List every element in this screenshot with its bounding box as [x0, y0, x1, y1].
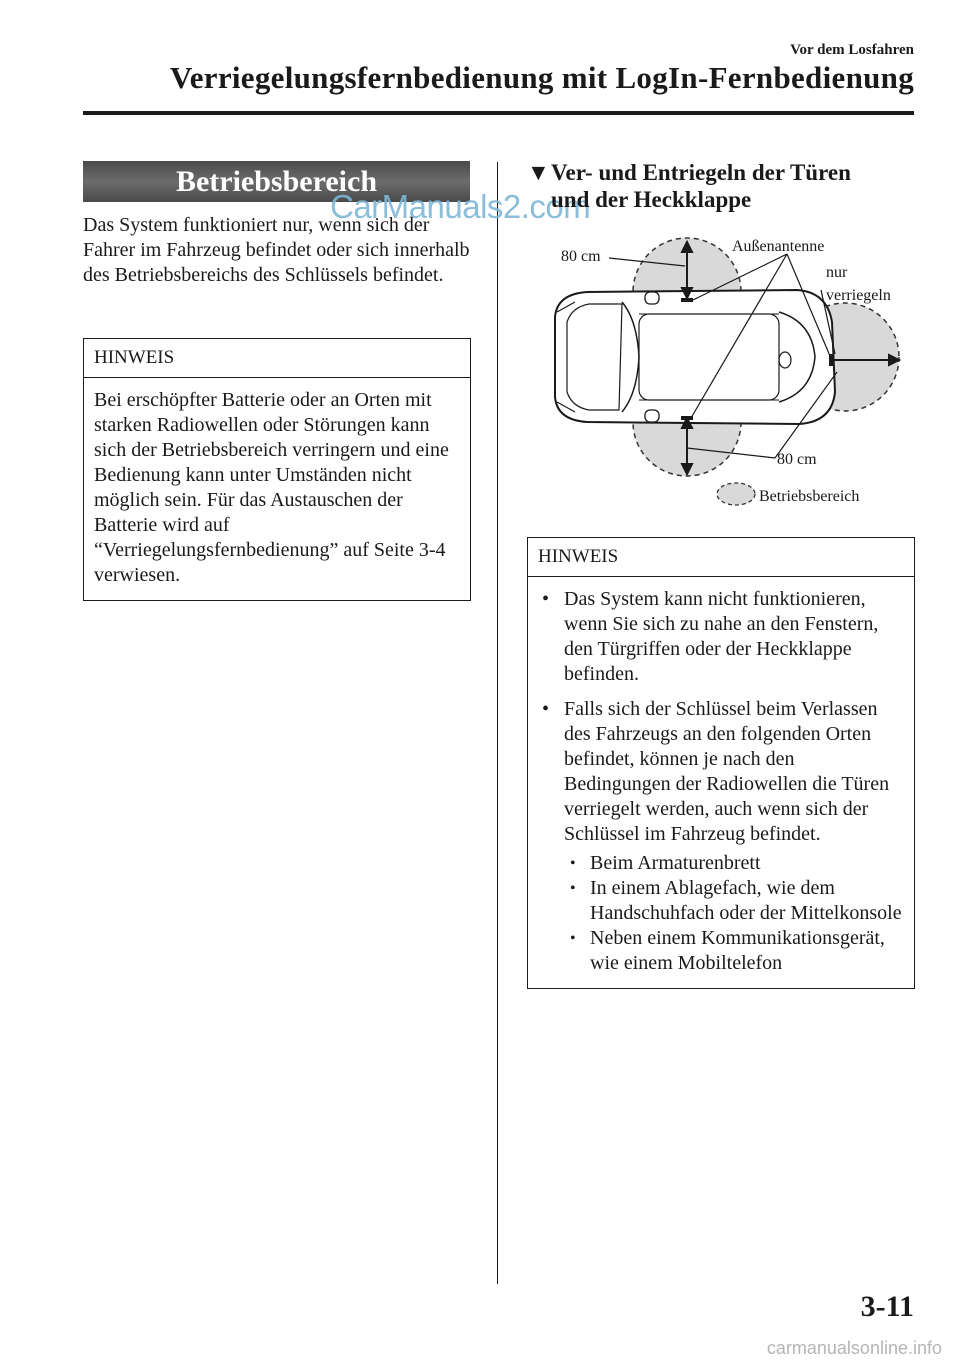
sub-bullet-text: In einem Ablagefach, wie dem Handschuhfach oder der Mittelkonsole	[590, 877, 902, 924]
note-text: Bei erschöpfter Batterie oder an Orten mit starken Radiowellen oder Störungen kann sich der Betriebsbereich verringern und eine Bedienung kann unter Umständen nicht möglich sein. Für das Austauschen der Batterie wird auf “Verriegelungsfernbedienung” auf Seite 3-4 verwiesen.	[94, 389, 449, 586]
section-label: Vor dem Losfahren	[790, 42, 914, 58]
list-item	[538, 697, 904, 847]
label-antenna: Außenantenne	[732, 238, 825, 255]
note-heading: HINWEIS	[84, 339, 470, 378]
legend-range-label: Betriebsbereich	[759, 488, 860, 505]
sub-list-item	[538, 926, 904, 976]
sub-bullet-text: Neben einem Kommunikationsgerät, wie einem Mobiltelefon	[590, 927, 885, 974]
sub-bullet-icon: •	[570, 930, 576, 947]
list-item	[538, 587, 904, 687]
page-number: 3-11	[860, 1290, 914, 1323]
subheading-line1: Ver- und Entriegeln der Türen	[551, 160, 851, 185]
header-rule	[83, 111, 914, 115]
bullet-text: Falls sich der Schlüssel beim Verlassen des Fahrzeugs an den folgenden Orten befindet, können je nach den Bedingungen der Radiowellen die Türen verriegelt werden, auch wenn sich der Schlüssel im Fahrzeug befindet.	[564, 698, 890, 845]
sub-list-item	[538, 876, 904, 926]
label-lock-only-1: nur	[826, 264, 848, 281]
label-80cm-bottom: 80 cm	[777, 451, 817, 468]
note-box-right	[527, 537, 915, 989]
bullet-icon: •	[542, 698, 550, 720]
subheading	[527, 159, 917, 213]
triangle-marker-icon: ▼	[527, 160, 550, 185]
note-list	[528, 577, 914, 988]
note-heading: HINWEIS	[528, 538, 914, 577]
subheading-line2: und der Heckklappe	[551, 187, 752, 212]
intro-paragraph: Das System funktioniert nur, wenn sich der Fahrer im Fahrzeug befindet oder sich innerhalb des Betriebsbereichs des Schlüssels befindet.	[83, 214, 470, 286]
car-icon	[555, 290, 835, 424]
section-banner: Betriebsbereich	[83, 161, 470, 202]
watermark-carmanuals2: CarManuals2.com	[330, 188, 591, 225]
column-divider	[497, 162, 498, 1284]
sub-list-item	[538, 851, 904, 876]
sub-bullet-text: Beim Armaturenbrett	[590, 852, 761, 874]
legend-range-swatch	[717, 483, 755, 505]
page-title: Verriegelungsfernbedienung mit LogIn-Fernbedienung	[169, 60, 914, 95]
watermark-carmanualsonline: carmanualsonline.info	[766, 1338, 942, 1358]
label-lock-only-2: verriegeln	[826, 287, 891, 304]
sub-bullet-icon: •	[570, 855, 576, 872]
bullet-text: Das System kann nicht funktionieren, wenn Sie sich zu nahe an den Fenstern, den Türgriffen oder der Heckklappe befinden.	[564, 588, 879, 685]
bullet-icon: •	[542, 588, 550, 610]
label-80cm-top: 80 cm	[561, 248, 601, 265]
operating-range-diagram	[527, 232, 917, 512]
note-box-left	[83, 338, 471, 601]
sub-bullet-icon: •	[570, 880, 576, 897]
